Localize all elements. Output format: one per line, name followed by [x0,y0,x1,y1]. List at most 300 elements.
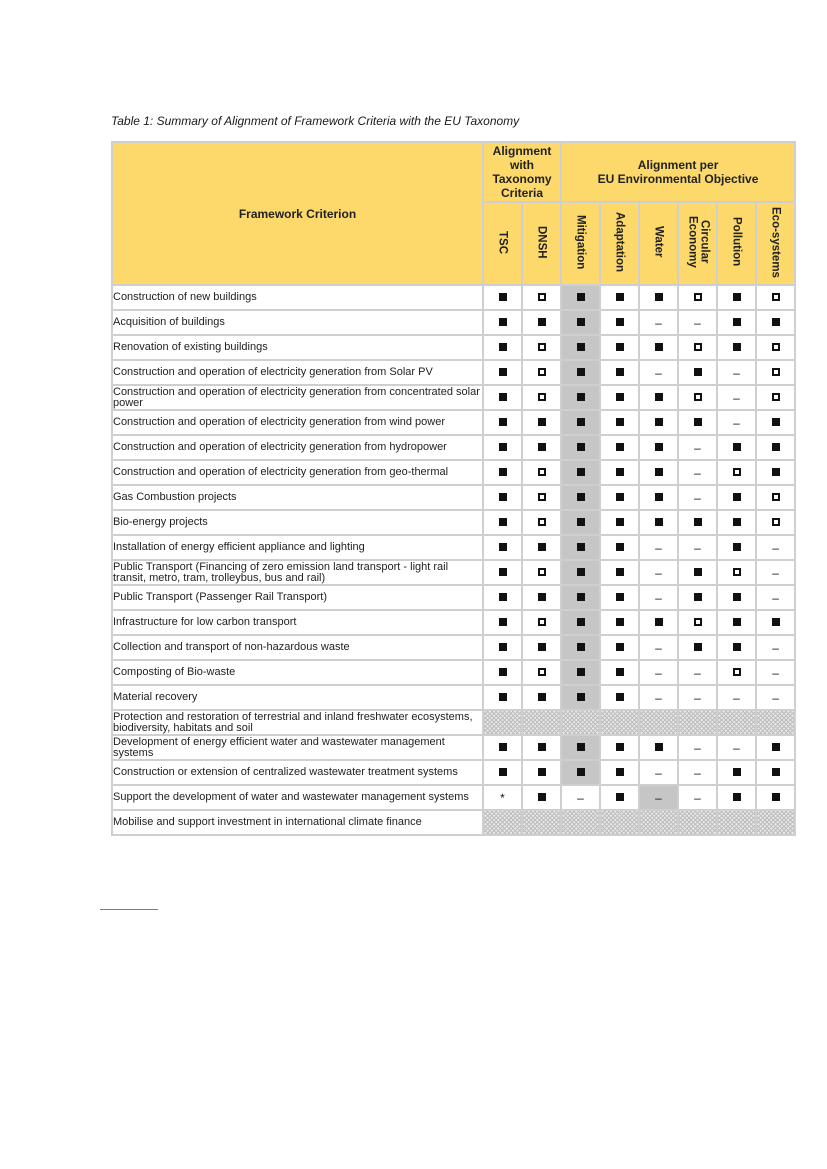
alignment-cell-adaptation [600,760,639,785]
open-square-icon [694,293,702,301]
column-header-label: DNSH [535,225,548,259]
alignment-cell-adaptation [600,785,639,810]
alignment-cell-tsc [483,435,522,460]
alignment-cell-circular-economy [678,735,717,760]
dash-mark: – [655,565,662,580]
alignment-cell-water [639,810,678,835]
alignment-cell-adaptation [600,410,639,435]
dash-mark: – [733,690,740,705]
filled-square-icon [616,593,624,601]
filled-square-icon [733,518,741,526]
alignment-cell-eco-systems [756,510,795,535]
filled-square-icon [499,443,507,451]
column-header-label: Adaptation [613,211,626,273]
alignment-cell-mitigation [561,735,600,760]
alignment-cell-eco-systems [756,810,795,835]
filled-square-icon [499,293,507,301]
filled-square-icon [577,443,585,451]
filled-square-icon [616,668,624,676]
alignment-cell-adaptation [600,435,639,460]
open-square-icon [733,468,741,476]
open-square-icon [538,568,546,576]
open-square-icon [538,493,546,501]
column-header-label: Mitigation [574,214,587,270]
column-header-tsc [483,202,522,285]
filled-square-icon [655,343,663,351]
alignment-cell-adaptation [600,285,639,310]
alignment-cell-tsc [483,335,522,360]
criterion-cell: Composting of Bio-waste [112,660,483,685]
alignment-cell-adaptation [600,560,639,585]
alignment-cell-circular-economy [678,385,717,410]
alignment-cell-circular-economy [678,310,717,335]
alignment-cell-pollution [717,360,756,385]
criterion-cell: Construction or extension of centralized wastewater treatment systems [112,760,483,785]
column-header-label: Circular Economy [686,216,711,268]
filled-square-icon [616,368,624,376]
alignment-cell-dnsh [522,610,561,635]
table-row [112,360,795,385]
criterion-cell: Gas Combustion projects [112,485,483,510]
alignment-cell-adaptation [600,510,639,535]
alignment-cell-circular-economy [678,285,717,310]
alignment-cell-adaptation [600,460,639,485]
alignment-cell-tsc [483,535,522,560]
open-square-icon [538,668,546,676]
alignment-cell-dnsh [522,460,561,485]
filled-square-icon [655,493,663,501]
filled-square-icon [772,318,780,326]
criterion-cell: Acquisition of buildings [112,310,483,335]
table-row [112,335,795,360]
alignment-cell-tsc [483,310,522,335]
open-square-icon [772,368,780,376]
open-square-icon [538,518,546,526]
filled-square-icon [772,418,780,426]
alignment-cell-circular-economy [678,535,717,560]
open-square-icon [772,393,780,401]
filled-square-icon [616,618,624,626]
alignment-cell-eco-systems [756,310,795,335]
criterion-cell: Construction of new buildings [112,285,483,310]
filled-square-icon [538,768,546,776]
alignment-cell-water [639,385,678,410]
alignment-cell-water [639,785,678,810]
table-row [112,285,795,310]
filled-square-icon [577,393,585,401]
footnote-separator [100,909,158,910]
alignment-cell-tsc [483,635,522,660]
alignment-cell-tsc [483,735,522,760]
alignment-cell-dnsh [522,360,561,385]
dash-mark: – [577,790,584,805]
alignment-cell-circular-economy [678,710,717,735]
alignment-cell-tsc [483,410,522,435]
objective-group-label-line1: Alignment per [637,158,719,172]
filled-square-icon [655,468,663,476]
filled-square-icon [616,318,624,326]
table-row [112,685,795,710]
alignment-cell-eco-systems [756,435,795,460]
filled-square-icon [577,293,585,301]
filled-square-icon [616,293,624,301]
alignment-cell-mitigation [561,760,600,785]
column-header-label: Pollution [730,217,743,267]
criterion-cell: Support the development of water and wastewater management systems [112,785,483,810]
filled-square-icon [733,343,741,351]
table-row [112,610,795,635]
alignment-cell-eco-systems [756,335,795,360]
filled-square-icon [655,518,663,526]
dash-mark: – [694,465,701,480]
alignment-cell-eco-systems [756,685,795,710]
open-square-icon [538,618,546,626]
alignment-cell-water [639,635,678,660]
criterion-cell: Mobilise and support investment in international climate finance [112,810,483,835]
filled-square-icon [772,618,780,626]
alignment-cell-adaptation [600,735,639,760]
open-square-icon [538,293,546,301]
alignment-cell-circular-economy [678,685,717,710]
alignment-cell-tsc [483,560,522,585]
alignment-cell-mitigation [561,685,600,710]
criterion-cell: Installation of energy efficient appliance and lighting [112,535,483,560]
filled-square-icon [577,768,585,776]
filled-square-icon [772,743,780,751]
alignment-cell-dnsh [522,310,561,335]
dash-mark: – [694,540,701,555]
dash-mark: – [694,790,701,805]
filled-square-icon [577,693,585,701]
table-row [112,785,795,810]
alignment-cell-eco-systems [756,485,795,510]
alignment-cell-dnsh [522,585,561,610]
column-header-dnsh [522,202,561,285]
alignment-cell-mitigation [561,560,600,585]
alignment-cell-water [639,585,678,610]
filled-square-icon [499,493,507,501]
table-row [112,660,795,685]
open-square-icon [694,393,702,401]
alignment-cell-circular-economy [678,510,717,535]
filled-square-icon [772,768,780,776]
filled-square-icon [616,693,624,701]
framework-criterion-label: Framework Criterion [238,206,357,221]
alignment-cell-dnsh [522,710,561,735]
alignment-cell-adaptation [600,660,639,685]
filled-square-icon [616,543,624,551]
column-header-label: TSC [496,230,509,254]
column-header-eco-systems [756,202,795,285]
filled-square-icon [733,618,741,626]
alignment-cell-dnsh [522,660,561,685]
alignment-cell-pollution [717,710,756,735]
filled-square-icon [538,693,546,701]
alignment-cell-dnsh [522,485,561,510]
dash-mark: – [772,665,779,680]
filled-square-icon [499,543,507,551]
open-square-icon [733,668,741,676]
filled-square-icon [499,368,507,376]
alignment-cell-pollution [717,635,756,660]
filled-square-icon [577,593,585,601]
filled-square-icon [655,293,663,301]
alignment-cell-tsc [483,285,522,310]
alignment-cell-dnsh [522,510,561,535]
filled-square-icon [538,743,546,751]
dash-mark: – [694,740,701,755]
open-square-icon [772,293,780,301]
dash-mark: – [655,590,662,605]
alignment-cell-circular-economy [678,660,717,685]
filled-square-icon [499,568,507,576]
dash-mark: – [772,565,779,580]
filled-square-icon [577,343,585,351]
framework-criterion-header [112,142,483,285]
table-row [112,535,795,560]
filled-square-icon [616,793,624,801]
filled-square-icon [694,593,702,601]
alignment-cell-adaptation [600,485,639,510]
alignment-cell-circular-economy [678,560,717,585]
filled-square-icon [577,668,585,676]
alignment-cell-adaptation [600,360,639,385]
dash-mark: – [694,690,701,705]
column-header-label: Eco-systems [769,206,782,278]
alignment-cell-dnsh [522,785,561,810]
table-row [112,485,795,510]
alignment-cell-mitigation [561,485,600,510]
filled-square-icon [499,768,507,776]
filled-square-icon [577,493,585,501]
alignment-cell-water [639,285,678,310]
dash-mark: – [655,790,662,805]
criterion-cell: Construction and operation of electricity generation from wind power [112,410,483,435]
alignment-cell-mitigation [561,635,600,660]
filled-square-icon [772,443,780,451]
alignment-cell-adaptation [600,585,639,610]
alignment-cell-tsc [483,785,522,810]
alignment-cell-dnsh [522,735,561,760]
alignment-cell-eco-systems [756,610,795,635]
alignment-cell-tsc [483,385,522,410]
alignment-cell-eco-systems [756,360,795,385]
criterion-cell: Collection and transport of non-hazardous waste [112,635,483,660]
table-row [112,810,795,835]
alignment-cell-circular-economy [678,760,717,785]
filled-square-icon [616,743,624,751]
dash-mark: – [772,590,779,605]
alignment-cell-adaptation [600,810,639,835]
filled-square-icon [538,543,546,551]
alignment-cell-eco-systems [756,535,795,560]
alignment-cell-water [639,410,678,435]
alignment-cell-eco-systems [756,385,795,410]
alignment-cell-pollution [717,585,756,610]
alignment-cell-eco-systems [756,585,795,610]
alignment-cell-dnsh [522,535,561,560]
filled-square-icon [499,393,507,401]
alignment-cell-circular-economy [678,810,717,835]
alignment-cell-water [639,310,678,335]
open-square-icon [538,343,546,351]
alignment-cell-mitigation [561,310,600,335]
filled-square-icon [655,443,663,451]
alignment-cell-pollution [717,685,756,710]
dash-mark: – [772,690,779,705]
alignment-cell-tsc [483,360,522,385]
criterion-cell: Construction and operation of electricity generation from Solar PV [112,360,483,385]
dash-mark: – [733,390,740,405]
filled-square-icon [694,518,702,526]
alignment-cell-tsc [483,510,522,535]
table-row [112,410,795,435]
dash-mark: – [772,640,779,655]
dash-mark: – [694,315,701,330]
alignment-cell-pollution [717,810,756,835]
open-square-icon [694,618,702,626]
alignment-cell-tsc [483,610,522,635]
column-header-circular-economy [678,202,717,285]
alignment-cell-mitigation [561,610,600,635]
alignment-cell-adaptation [600,335,639,360]
alignment-cell-water [639,335,678,360]
criterion-cell: Development of energy efficient water and wastewater management systems [112,735,483,760]
criterion-cell: Construction and operation of electricity generation from concentrated solar power [112,385,483,410]
dash-mark: – [655,640,662,655]
filled-square-icon [694,568,702,576]
filled-square-icon [616,768,624,776]
filled-square-icon [499,468,507,476]
alignment-cell-pollution [717,610,756,635]
alignment-cell-water [639,760,678,785]
filled-square-icon [733,543,741,551]
alignment-cell-adaptation [600,385,639,410]
filled-square-icon [616,443,624,451]
alignment-cell-pollution [717,735,756,760]
alignment-cell-pollution [717,335,756,360]
alignment-cell-pollution [717,535,756,560]
filled-square-icon [616,518,624,526]
filled-square-icon [499,618,507,626]
alignment-cell-mitigation [561,435,600,460]
objective-group-header [561,142,795,202]
alignment-cell-water [639,460,678,485]
table-row [112,435,795,460]
alignment-cell-pollution [717,410,756,435]
alignment-cell-circular-economy [678,360,717,385]
filled-square-icon [577,468,585,476]
alignment-cell-tsc [483,760,522,785]
alignment-cell-mitigation [561,510,600,535]
filled-square-icon [655,743,663,751]
criterion-cell: Infrastructure for low carbon transport [112,610,483,635]
filled-square-icon [616,343,624,351]
alignment-cell-dnsh [522,435,561,460]
criterion-cell: Construction and operation of electricity generation from geo-thermal [112,460,483,485]
alignment-cell-tsc [483,460,522,485]
alignment-cell-pollution [717,435,756,460]
alignment-cell-eco-systems [756,710,795,735]
taxonomy-group-header [483,142,561,202]
dash-mark: – [694,490,701,505]
filled-square-icon [499,743,507,751]
criterion-cell: Public Transport (Financing of zero emission land transport - light rail transit, metro, tram, trolleybus, bus and rail) [112,560,483,585]
filled-square-icon [694,418,702,426]
filled-square-icon [538,793,546,801]
alignment-cell-water [639,535,678,560]
open-square-icon [733,568,741,576]
filled-square-icon [499,518,507,526]
alignment-table [111,141,796,836]
filled-square-icon [499,693,507,701]
dash-mark: – [772,540,779,555]
filled-square-icon [499,643,507,651]
filled-square-icon [733,793,741,801]
filled-square-icon [499,343,507,351]
open-square-icon [772,518,780,526]
filled-square-icon [538,643,546,651]
filled-square-icon [577,418,585,426]
alignment-cell-eco-systems [756,410,795,435]
alignment-cell-dnsh [522,760,561,785]
alignment-cell-circular-economy [678,435,717,460]
filled-square-icon [577,618,585,626]
filled-square-icon [577,568,585,576]
column-header-water [639,202,678,285]
alignment-cell-tsc [483,585,522,610]
taxonomy-group-label: Alignment with Taxonomy Criteria [492,144,552,200]
alignment-cell-mitigation [561,410,600,435]
alignment-cell-water [639,560,678,585]
filled-square-icon [733,293,741,301]
table-row [112,735,795,760]
table-row [112,760,795,785]
filled-square-icon [538,443,546,451]
alignment-cell-water [639,660,678,685]
table-row [112,560,795,585]
alignment-cell-circular-economy [678,585,717,610]
objective-group-label-line2: EU Environmental Objective [597,172,759,186]
table-row [112,385,795,410]
alignment-cell-eco-systems [756,735,795,760]
alignment-cell-water [639,510,678,535]
alignment-cell-pollution [717,510,756,535]
column-header-adaptation [600,202,639,285]
alignment-cell-adaptation [600,710,639,735]
alignment-cell-dnsh [522,810,561,835]
criterion-cell: Bio-energy projects [112,510,483,535]
alignment-cell-pollution [717,485,756,510]
filled-square-icon [694,368,702,376]
alignment-cell-adaptation [600,610,639,635]
filled-square-icon [772,793,780,801]
dash-mark: – [694,765,701,780]
alignment-cell-pollution [717,760,756,785]
alignment-cell-mitigation [561,335,600,360]
alignment-cell-water [639,685,678,710]
alignment-cell-pollution [717,660,756,685]
open-square-icon [694,343,702,351]
open-square-icon [772,493,780,501]
filled-square-icon [499,593,507,601]
alignment-cell-dnsh [522,335,561,360]
column-header-pollution [717,202,756,285]
dash-mark: – [655,315,662,330]
alignment-cell-water [639,485,678,510]
filled-square-icon [655,618,663,626]
alignment-cell-mitigation [561,810,600,835]
